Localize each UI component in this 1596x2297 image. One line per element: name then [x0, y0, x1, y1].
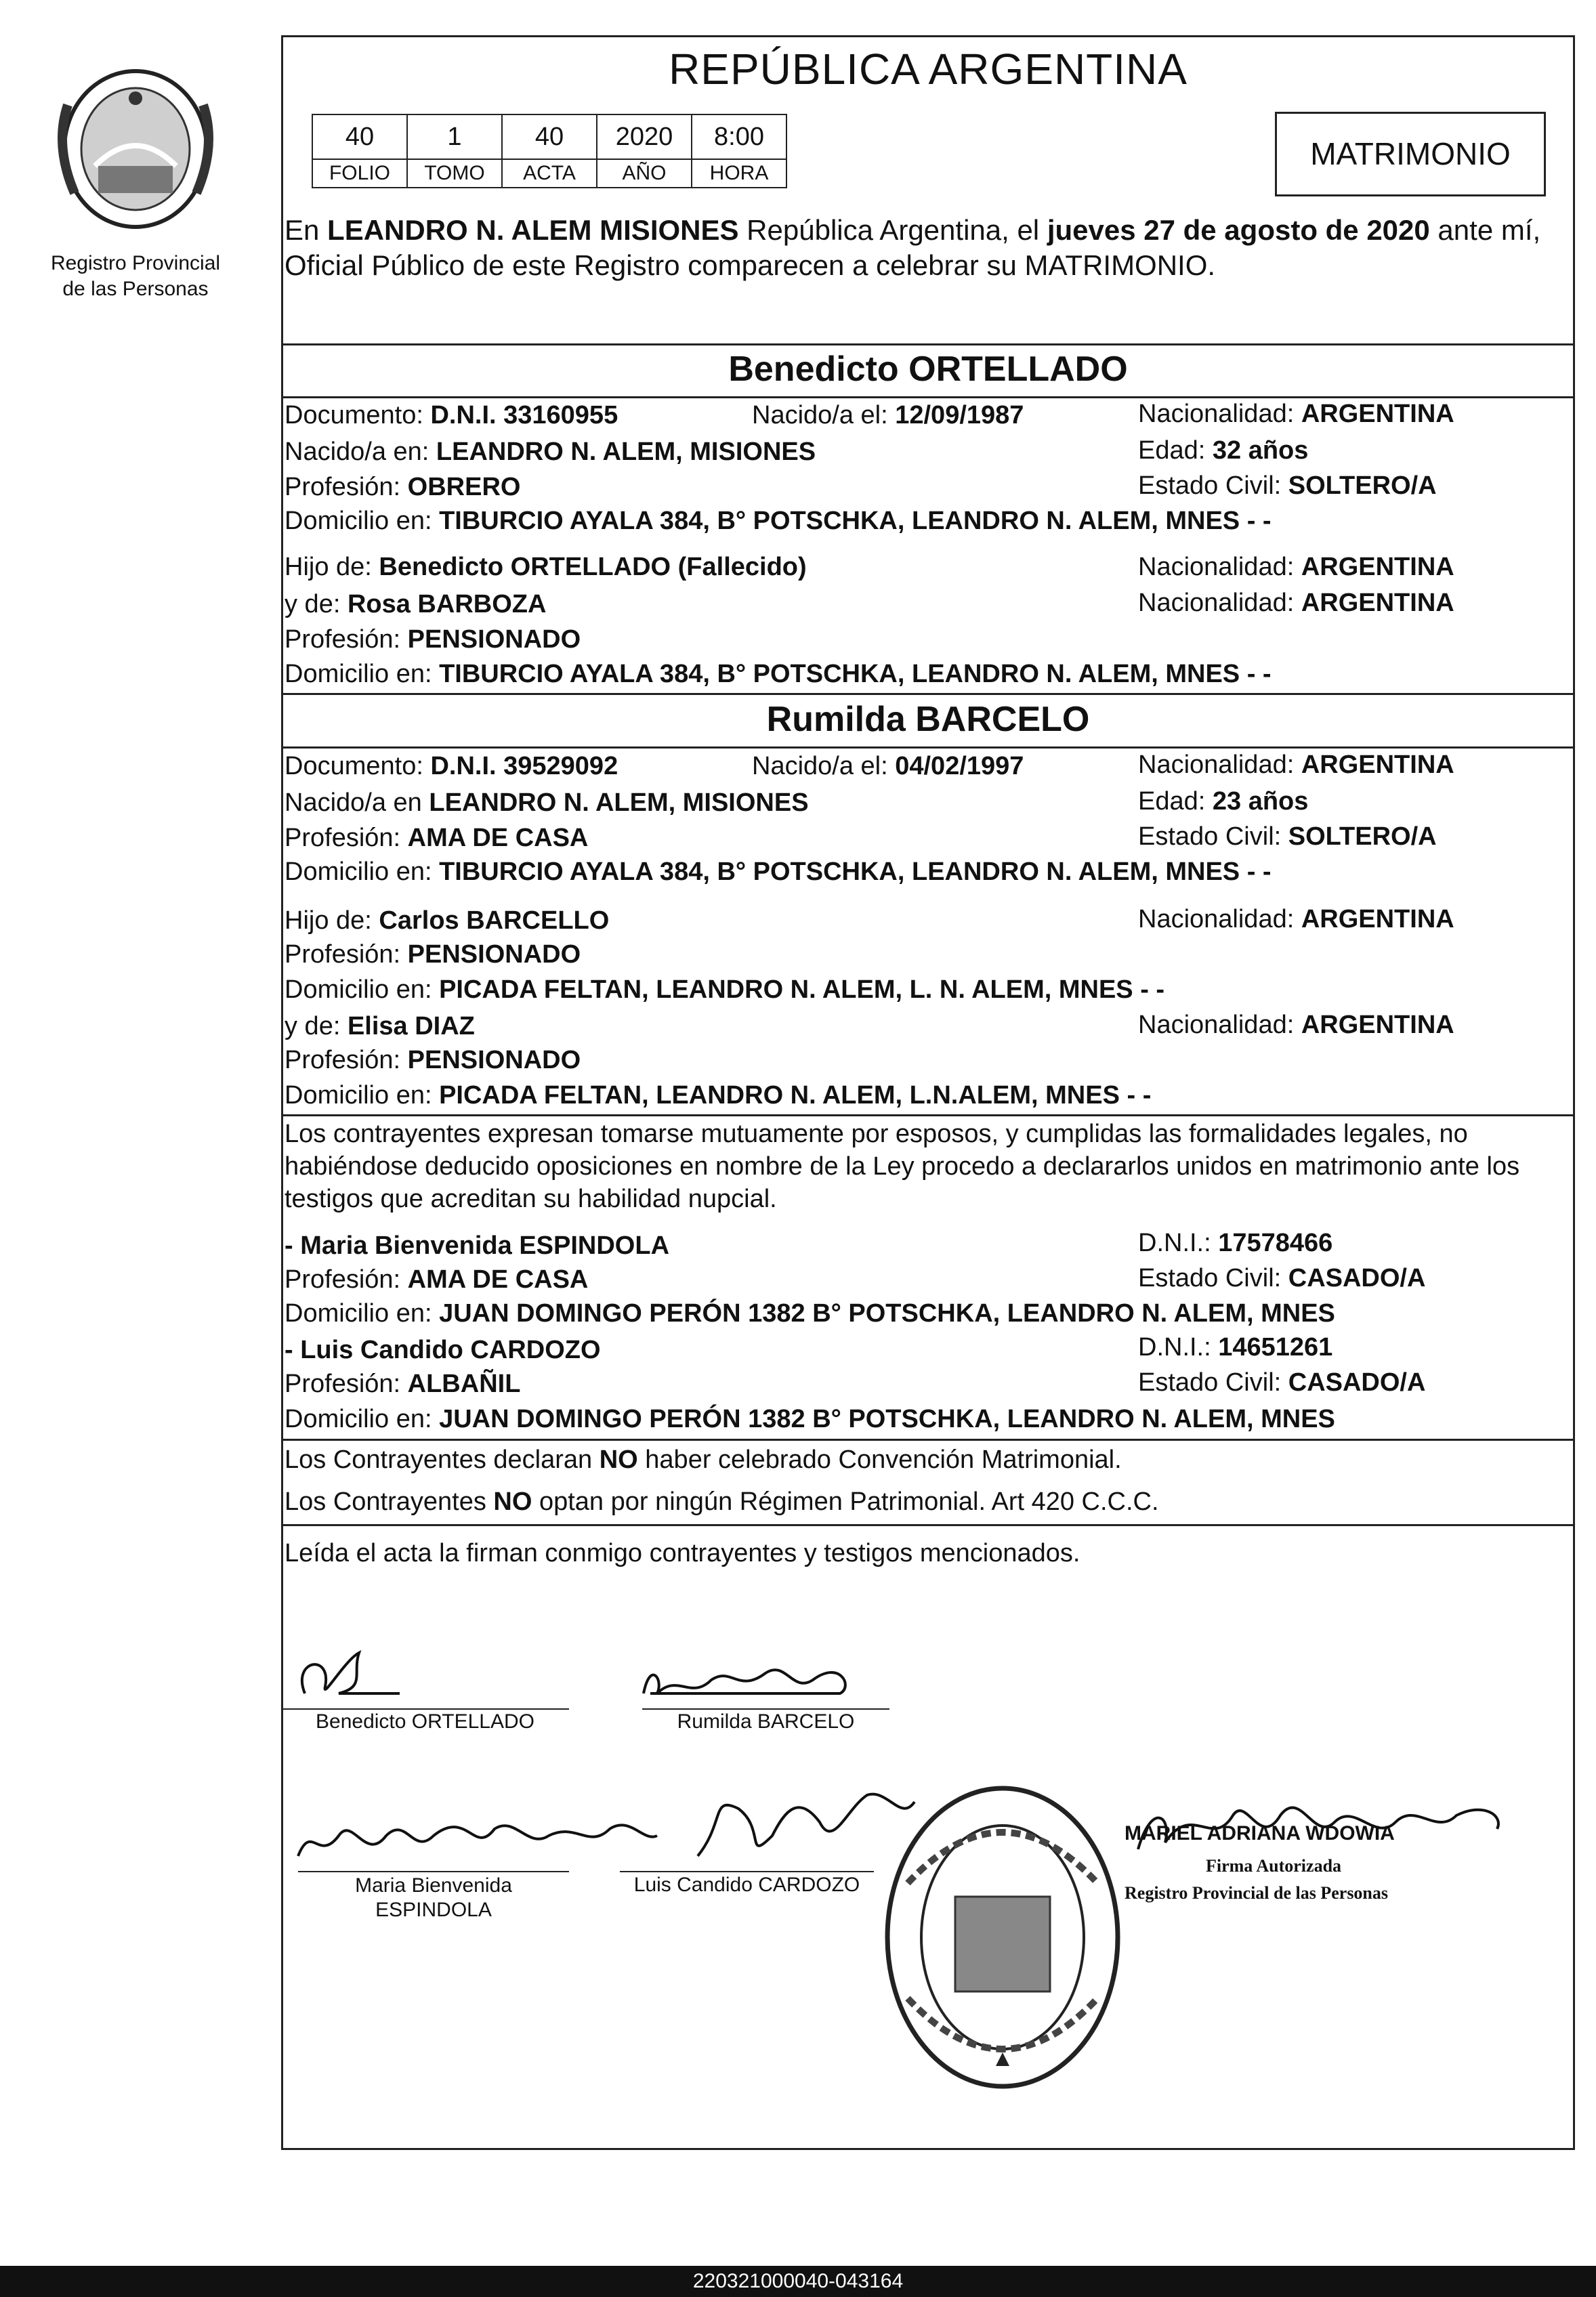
- groom-civil-status: Estado Civil: SOLTERO/A: [1138, 471, 1437, 500]
- groom-parent-profession: Profesión: PENSIONADO: [285, 625, 581, 654]
- acta-value: 40: [502, 114, 597, 159]
- groom-birthplace: Nacido/a en: LEANDRO N. ALEM, MISIONES: [285, 438, 816, 466]
- intro-date: jueves 27 de agosto de 2020: [1047, 214, 1430, 246]
- declaration-paragraph: Los contrayentes expresan tomarse mutuamente por esposos, y cumplidas las formalidades legales, no habiéndose deducido oposiciones en nombre de la Ley procedo a declararlos unidos en matrimonio ante los testigos que acreditan su habilidad nupcial.: [285, 1120, 1520, 1213]
- groom-mother-nationality: Nacionalidad: ARGENTINA: [1138, 589, 1454, 617]
- groom-profession: Profesión: OBRERO: [285, 473, 521, 501]
- acta-labels-row: [312, 159, 786, 188]
- witness1-signature-label-2: ESPINDOLA: [375, 1899, 492, 1921]
- intro-text-3: ante mí, Oficial Público de este Registro comparecen a celebrar su MATRIMONIO.: [285, 214, 1541, 281]
- witness2-address: Domicilio en: JUAN DOMINGO PERÓN 1382 B° POTSCHKA, LEANDRO N. ALEM, MNES: [285, 1405, 1335, 1433]
- bride-nationality: Nacionalidad: ARGENTINA: [1138, 751, 1454, 779]
- intro-paragraph: [285, 213, 1575, 283]
- intro-text-1: En: [285, 214, 328, 246]
- intro-place: LEANDRO N. ALEM MISIONES: [327, 214, 739, 246]
- convention-line-1: Los Contrayentes declaran NO haber celebrado Convención Matrimonial.: [285, 1446, 1122, 1474]
- bride-signature-line: [642, 1708, 889, 1710]
- divider: [281, 343, 1575, 345]
- bride-father-nationality: Nacionalidad: ARGENTINA: [1138, 905, 1454, 933]
- groom-signature-label: Benedicto ORTELLADO: [316, 1710, 534, 1733]
- bride-profession: Profesión: AMA DE CASA: [285, 824, 589, 852]
- officer-office: Registro Provincial de las Personas: [1125, 1883, 1389, 1903]
- bride-name-header: Rumilda BARCELO: [766, 700, 1090, 739]
- groom-parent-address: Domicilio en: TIBURCIO AYALA 384, B° POTSCHKA, LEANDRO N. ALEM, MNES - -: [285, 660, 1272, 688]
- groom-name-header: Benedicto ORTELLADO: [728, 350, 1128, 389]
- registry-label-line1: Registro Provincial: [50, 252, 221, 274]
- folio-label: FOLIO: [312, 159, 407, 188]
- bride-father-profession: Profesión: PENSIONADO: [285, 940, 581, 969]
- bride-age: Edad: 23 años: [1138, 787, 1309, 816]
- groom-address: Domicilio en: TIBURCIO AYALA 384, B° POTSCHKA, LEANDRO N. ALEM, MNES - -: [285, 507, 1272, 535]
- divider: [281, 396, 1575, 398]
- bride-birthdate: Nacido/a el: 04/02/1997: [752, 752, 1024, 780]
- witness2-signature-line: [620, 1871, 874, 1872]
- groom-signature-line: [281, 1708, 569, 1710]
- registry-label-line2: de las Personas: [62, 278, 209, 300]
- bride-birthplace: Nacido/a en LEANDRO N. ALEM, MISIONES: [285, 788, 809, 817]
- bride-address: Domicilio en: TIBURCIO AYALA 384, B° POTSCHKA, LEANDRO N. ALEM, MNES - -: [285, 858, 1272, 886]
- witness2-signature-label: Luis Candido CARDOZO: [633, 1874, 860, 1896]
- year-label: AÑO: [597, 159, 692, 188]
- tomo-label: TOMO: [407, 159, 502, 188]
- bride-civil-status: Estado Civil: SOLTERO/A: [1138, 822, 1437, 851]
- hour-value: 8:00: [692, 114, 786, 159]
- witness1-signature-scribble: [291, 1802, 671, 1873]
- witness1-signature-line: [298, 1871, 569, 1872]
- year-value: 2020: [597, 114, 692, 159]
- document-footer-code: 220321000040-043164: [0, 2266, 1596, 2297]
- witness2-civil-status: Estado Civil: CASADO/A: [1138, 1368, 1426, 1397]
- groom-mother: y de: Rosa BARBOZA: [285, 590, 547, 618]
- acta-values-row: [312, 114, 786, 159]
- registry-label: [27, 251, 244, 302]
- witness1-name: - Maria Bienvenida ESPINDOLA: [285, 1231, 670, 1260]
- witness1-signature-label-1: Maria Bienvenida: [355, 1874, 512, 1897]
- acta-label: ACTA: [502, 159, 597, 188]
- groom-document: Documento: D.N.I. 33160955: [285, 401, 618, 429]
- reading-statement: Leída el acta la firman conmigo contrayentes y testigos mencionados.: [285, 1539, 1080, 1567]
- bride-signature-label: Rumilda BARCELO: [677, 1710, 855, 1733]
- groom-father: Hijo de: Benedicto ORTELLADO (Fallecido): [285, 553, 807, 581]
- witness1-profession: Profesión: AMA DE CASA: [285, 1265, 589, 1294]
- hour-label: HORA: [692, 159, 786, 188]
- divider: [281, 693, 1575, 695]
- convention-line-2: Los Contrayentes NO optan por ningún Régimen Patrimonial. Art 420 C.C.C.: [285, 1488, 1159, 1516]
- acta-reference-table: [312, 114, 787, 188]
- divider: [281, 1439, 1575, 1441]
- country-title: REPÚBLICA ARGENTINA: [669, 45, 1188, 93]
- provincial-seal-logo: [47, 64, 224, 234]
- groom-father-nationality: Nacionalidad: ARGENTINA: [1138, 553, 1454, 581]
- bride-father-address: Domicilio en: PICADA FELTAN, LEANDRO N. ALEM, L. N. ALEM, MNES - -: [285, 975, 1165, 1004]
- witness2-dni: D.N.I.: 14651261: [1138, 1333, 1333, 1362]
- bride-signature-scribble: [637, 1653, 881, 1710]
- officer-name: MARIEL ADRIANA WDOWIA: [1125, 1822, 1395, 1845]
- intro-text-2: República Argentina, el: [738, 214, 1047, 246]
- divider: [281, 1524, 1575, 1526]
- divider: [281, 1114, 1575, 1116]
- witness1-signature-label: [298, 1874, 569, 1922]
- bride-mother: y de: Elisa DIAZ: [285, 1012, 475, 1040]
- officer-role: Firma Autorizada: [1206, 1856, 1342, 1876]
- groom-signature-scribble: [291, 1646, 427, 1710]
- bride-mother-nationality: Nacionalidad: ARGENTINA: [1138, 1011, 1454, 1039]
- groom-nationality: Nacionalidad: ARGENTINA: [1138, 400, 1454, 428]
- bride-mother-address: Domicilio en: PICADA FELTAN, LEANDRO N. ALEM, L.N.ALEM, MNES - -: [285, 1081, 1152, 1110]
- groom-birthdate: Nacido/a el: 12/09/1987: [752, 401, 1024, 429]
- witness1-dni: D.N.I.: 17578466: [1138, 1229, 1333, 1257]
- folio-value: 40: [312, 114, 407, 159]
- witness2-profession: Profesión: ALBAÑIL: [285, 1370, 521, 1398]
- divider: [281, 746, 1575, 749]
- official-stamp: [881, 1782, 1125, 2093]
- witness1-civil-status: Estado Civil: CASADO/A: [1138, 1264, 1426, 1292]
- bride-father: Hijo de: Carlos BARCELLO: [285, 906, 610, 935]
- tomo-value: 1: [407, 114, 502, 159]
- record-type-box: MATRIMONIO: [1275, 112, 1546, 196]
- witness1-address: Domicilio en: JUAN DOMINGO PERÓN 1382 B° POTSCHKA, LEANDRO N. ALEM, MNES: [285, 1299, 1335, 1328]
- bride-document: Documento: D.N.I. 39529092: [285, 752, 618, 780]
- bride-mother-profession: Profesión: PENSIONADO: [285, 1046, 581, 1074]
- groom-age: Edad: 32 años: [1138, 436, 1309, 465]
- officer-authorization-block: [1125, 1822, 1477, 1903]
- witness2-name: - Luis Candido CARDOZO: [285, 1336, 601, 1364]
